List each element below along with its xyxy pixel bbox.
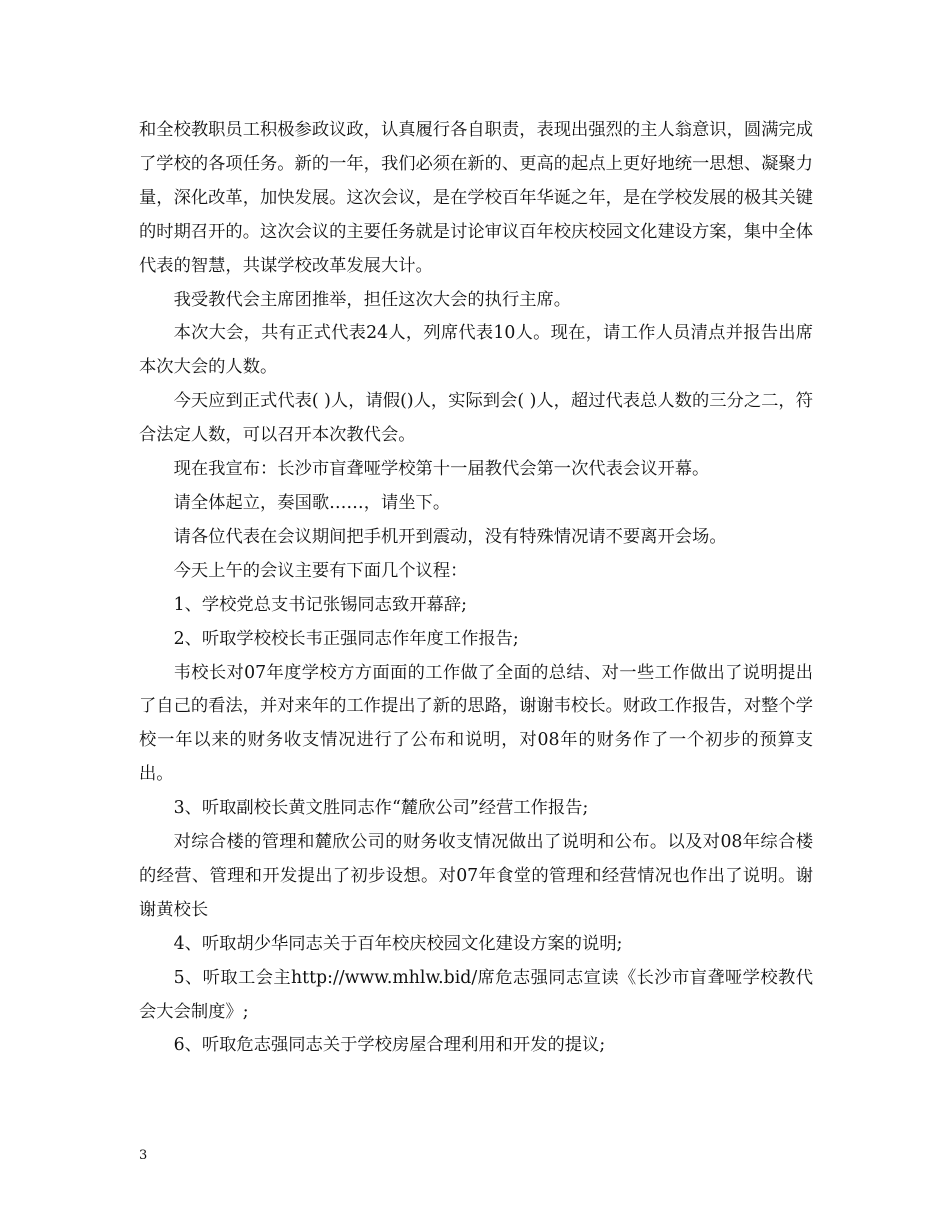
paragraph: 和全校教职员工积极参政议政，认真履行各自职责，表现出强烈的主人翁意识，圆满完成了学校的各项任务。新的一年，我们必须在新的、更高的起点上更好地统一思想、凝聚力量，深化改革，加快发展。这次会议，是在学校百年华诞之年，是在学校发展的极其关键的时期召开的。这次会议的主要任务就是讨论审议百年校庆校园文化建设方案，集中全体代表的智慧，共谋学校改革发展大计。 [139,120,813,276]
document-body [139,114,813,1063]
agenda-item: 3、听取副校长黄文胜同志作“麓欣公司”经营工作报告; [173,798,589,819]
agenda-item: 6、听取危志强同志关于学校房屋合理利用和开发的提议; [173,1035,606,1056]
paragraph: 请全体起立，奏国歌……，请坐下。 [173,492,451,513]
paragraph: 本次大会，共有正式代表24人，列席代表10人。现在，请工作人员清点并报告出席本次大会的人数。 [139,323,813,378]
agenda-item: 1、学校党总支书记张锡同志致开幕辞; [173,594,467,615]
page-number: 3 [139,1148,148,1163]
paragraph: 现在我宣布：长沙市盲聋哑学校第十一届教代会第一次代表会议开幕。 [173,459,710,480]
agenda-item: 4、听取胡少华同志关于百年校庆校园文化建设方案的说明; [173,933,623,954]
agenda-item: 5、听取工会主http://www.mhlw.bid/席危志强同志宣读《长沙市盲聋哑学校教代会大会制度》; [139,967,813,1022]
paragraph: 今天上午的会议主要有下面几个议程： [173,560,468,581]
paragraph: 我受教代会主席团推举，担任这次大会的执行主席。 [173,289,572,310]
paragraph: 对综合楼的管理和麓欣公司的财务收支情况做出了说明和公布。以及对08年综合楼的经营、管理和开发提出了初步设想。对07年食堂的管理和经营情况也作出了说明。谢谢黄校长 [139,832,813,920]
paragraph: 韦校长对07年度学校方方面面的工作做了全面的总结、对一些工作做出了说明提出了自己的看法，并对来年的工作提出了新的思路，谢谢韦校长。财政工作报告，对整个学校一年以来的财务收支情况进行了公布和说明，对08年的财务作了一个初步的预算支出。 [139,662,813,785]
paragraph: 请各位代表在会议期间把手机开到震动，没有特殊情况请不要离开会场。 [173,526,727,547]
paragraph: 今天应到正式代表( )人，请假()人，实际到会( )人，超过代表总人数的三分之二，符合法定人数，可以召开本次教代会。 [139,391,813,446]
agenda-item: 2、听取学校校长韦正强同志作年度工作报告; [173,628,519,649]
